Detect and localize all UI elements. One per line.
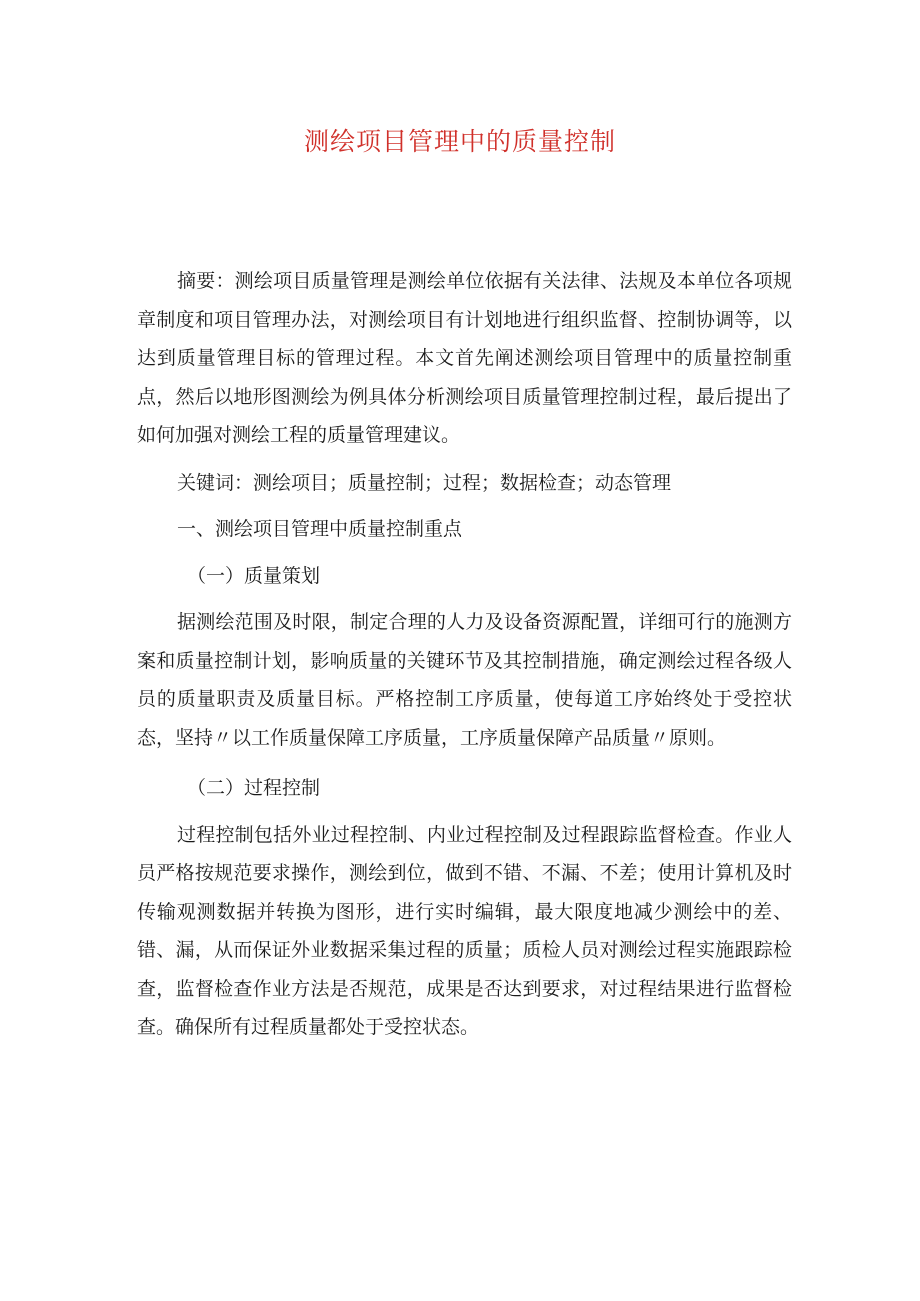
section-heading-1: 一、测绘项目管理中质量控制重点 <box>177 518 463 540</box>
document-body <box>137 262 792 1059</box>
keywords-line: 关键词：测绘项目；质量控制；过程；数据检查；动态管理 <box>177 471 672 494</box>
quality-planning-paragraph: 据测绘范围及时限，制定合理的人力及设备资源配置，详细可行的施测方案和质量控制计划，影响质量的关键环节及其控制措施，确定测绘过程各级人员的质量职责及质量目标。严格控制工序质量，使每道工序始终处于受控状态，坚持〃以工作质量保障工序质量，工序质量保障产品质量〃原则。 <box>137 611 792 749</box>
subsection-heading-quality-planning: （一）质量策划 <box>187 564 321 587</box>
document-title: 测绘项目管理中的质量控制 <box>303 127 616 156</box>
subsection-heading-process-control: （二）过程控制 <box>187 777 321 799</box>
abstract-paragraph: 摘要：测绘项目质量管理是测绘单位依据有关法律、法规及本单位各项规章制度和项目管理办法，对测绘项目有计划地进行组织监督、控制协调等，以达到质量管理目标的管理过程。本文首先阐述测绘项目管理中的质量控制重点，然后以地形图测绘为例具体分析测绘项目质量管理控制过程，最后提出了如何加强对测绘工程的质量管理建议。 <box>137 270 792 446</box>
process-control-paragraph: 过程控制包括外业过程控制、内业过程控制及过程跟踪监督检查。作业人员严格按规范要求操作，测绘到位，做到不错、不漏、不差；使用计算机及时传输观测数据并转换为图形，进行实时编辑，最大限度地减少测绘中的差、错、漏，从而保证外业数据采集过程的质量；质检人员对测绘过程实施跟踪检查，监督检查作业方法是否规范，成果是否达到要求，对过程结果进行监督检查。确保所有过程质量都处于受控状态。 <box>137 823 792 1038</box>
